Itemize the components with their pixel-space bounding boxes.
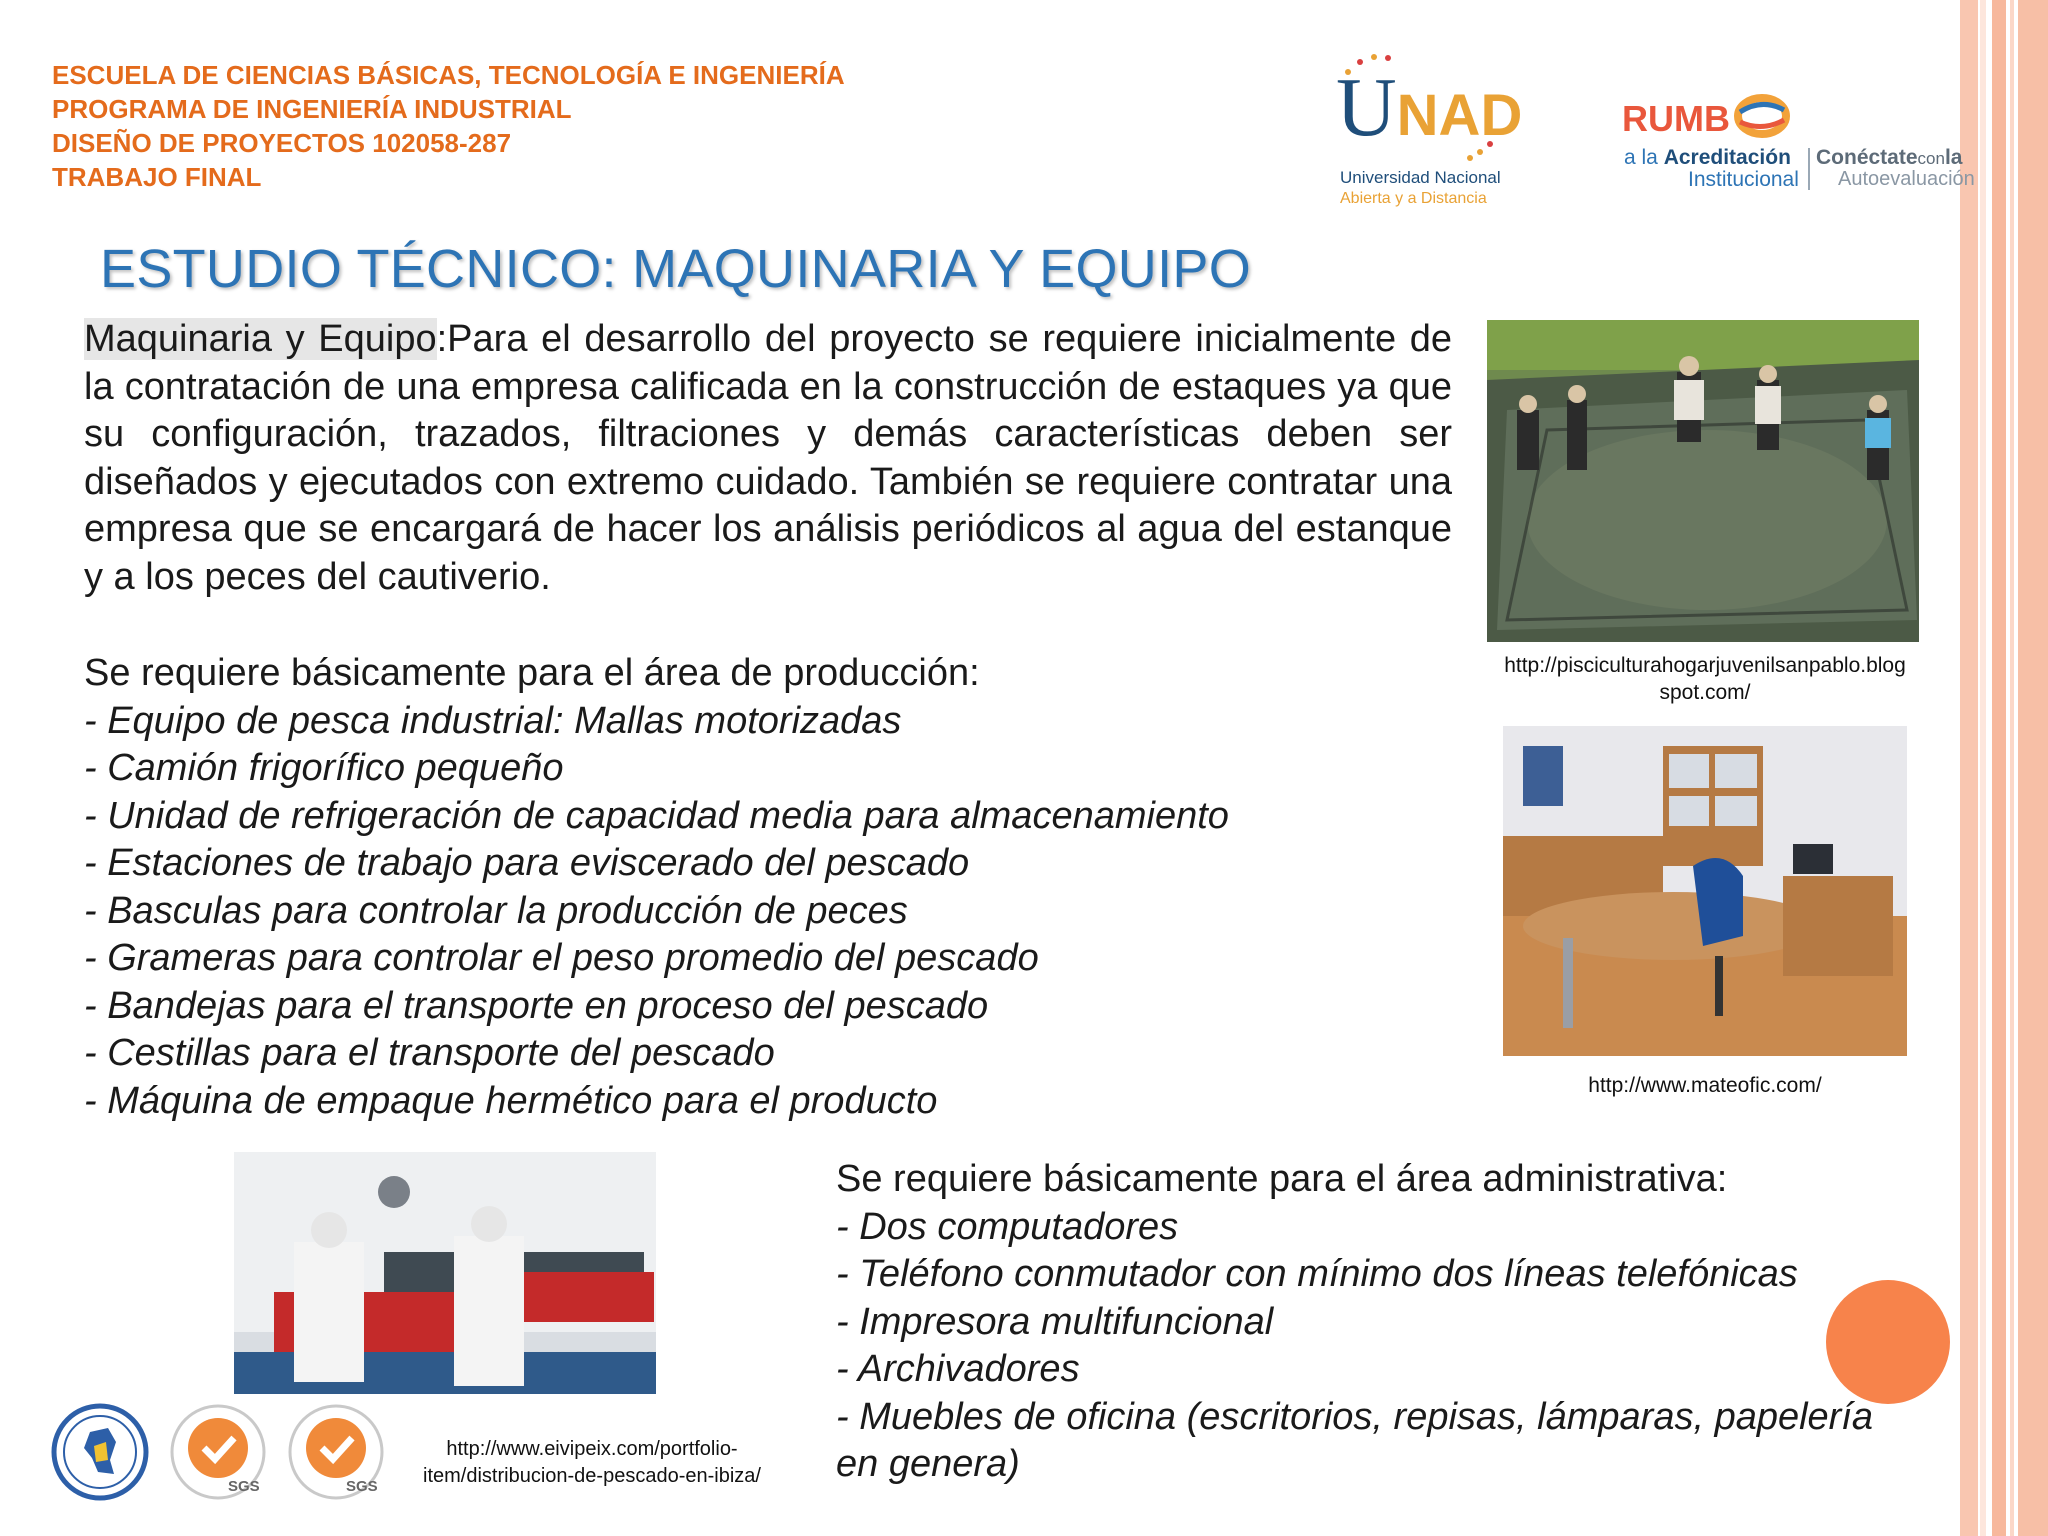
unad-letters-nad: NAD	[1396, 83, 1523, 148]
caption-line: http://pisciculturahogarjuvenilsanpablo.blog	[1504, 654, 1906, 677]
rumbo-line2: Institucional	[1688, 168, 1799, 191]
rumbo-line1-bold: Acreditación	[1663, 146, 1791, 169]
colombia-map-seal-icon	[50, 1402, 150, 1502]
header-line: ESCUELA DE CIENCIAS BÁSICAS, TECNOLOGÍA E INGENIERÍA	[52, 60, 845, 90]
rumbo-con-small: con	[1917, 149, 1945, 168]
processing-photo-caption	[412, 1436, 772, 1490]
rumbo-swirl-icon	[1732, 92, 1792, 140]
list-item: - Teléfono conmutador con mínimo dos líneas telefónicas	[836, 1253, 1798, 1295]
list-item: - Estaciones de trabajo para eviscerado del pescado	[84, 842, 970, 884]
rumbo-word: RUMB	[1622, 98, 1730, 139]
production-list	[84, 650, 1229, 1125]
unad-name-line2: Abierta y a Distancia	[1340, 190, 1487, 207]
list-item: - Grameras para controlar el peso promedio del pescado	[84, 937, 1039, 979]
production-heading: Se requiere básicamente para el área de producción:	[84, 652, 980, 694]
page-title: ESTUDIO TÉCNICO: MAQUINARIA Y EQUIPO	[100, 239, 1252, 299]
intro-paragraph	[84, 316, 1452, 601]
header-line: DISEÑO DE PROYECTOS 102058-287	[52, 128, 512, 158]
header-line: PROGRAMA DE INGENIERÍA INDUSTRIAL	[52, 94, 572, 124]
right-stripe-band	[2018, 0, 2048, 1536]
colombia-seal	[50, 1402, 150, 1502]
list-item: - Cestillas para el transporte del pescado	[84, 1032, 775, 1074]
list-item: - Unidad de refrigeración de capacidad media para almacenamiento	[84, 794, 1229, 837]
sgs-label: SGS	[228, 1478, 260, 1495]
rumbo-logo	[1620, 88, 2020, 198]
rumbo-con-end: la	[1944, 146, 1963, 169]
list-item: - Máquina de empaque hermético para el producto	[84, 1079, 938, 1122]
administrative-list	[836, 1156, 1924, 1489]
decorative-circle	[1826, 1280, 1950, 1404]
list-item: - Bandejas para el transporte en proceso del pescado	[84, 984, 989, 1027]
pond-photo-caption	[1480, 652, 1930, 706]
sgs-badge	[168, 1402, 268, 1502]
unad-logo	[1330, 52, 1550, 212]
office-furniture-photo	[1503, 726, 1907, 1056]
right-stripe-band	[1960, 0, 1978, 1536]
list-item: - Equipo de pesca industrial: Mallas motorizadas	[84, 699, 902, 742]
right-stripe-band	[1980, 0, 1986, 1536]
rumbo-con-bold: Conéctate	[1816, 146, 1918, 169]
right-stripe-band	[2010, 0, 2014, 1536]
list-item: - Basculas para controlar la producción de peces	[84, 889, 908, 932]
unad-name-line1: Universidad Nacional	[1340, 168, 1501, 187]
list-item: - Impresora multifuncional	[836, 1300, 1274, 1343]
rumbo-line1-pre: a la	[1624, 146, 1664, 169]
unad-letter-u: U	[1336, 61, 1397, 154]
caption-line: item/distribucion-de-pescado-en-ibiza/	[423, 1465, 761, 1487]
administrative-heading: Se requiere básicamente para el área administrativa:	[836, 1158, 1728, 1200]
caption-line: spot.com/	[1659, 681, 1751, 704]
intro-lead: Maquinaria y Equipo	[84, 318, 437, 360]
list-item: - Camión frigorífico pequeño	[84, 747, 564, 789]
list-item: - Dos computadores	[836, 1205, 1179, 1248]
list-item: - Archivadores	[836, 1348, 1080, 1390]
list-item: - Muebles de oficina (escritorios, repisas, lámparas, papelería en genera)	[836, 1395, 1874, 1485]
caption-line: http://www.eivipeix.com/portfolio-	[446, 1438, 738, 1460]
sgs-label: SGS	[346, 1478, 378, 1495]
right-stripe-band	[1992, 0, 2006, 1536]
office-photo-caption: http://www.mateofic.com/	[1588, 1074, 1822, 1097]
course-header	[52, 58, 845, 194]
header-line: TRABAJO FINAL	[52, 162, 262, 192]
sgs-badge	[286, 1402, 386, 1502]
fish-pond-photo	[1487, 320, 1919, 642]
fish-processing-photo	[234, 1152, 656, 1394]
intro-text: :Para el desarrollo del proyecto se requiere inicialmente de la contratación de una empresa calificada en la construcción de estaques ya que su configuración, trazados, filtraciones y demás características deben ser diseñados y ejecutados con extremo cuidado. También se requiere contratar una empresa que se encargará de hacer los análisis periódicos al agua del estanque y a los peces del cautiverio.	[84, 318, 1453, 598]
rumbo-auto: Autoevaluación	[1838, 168, 1975, 190]
